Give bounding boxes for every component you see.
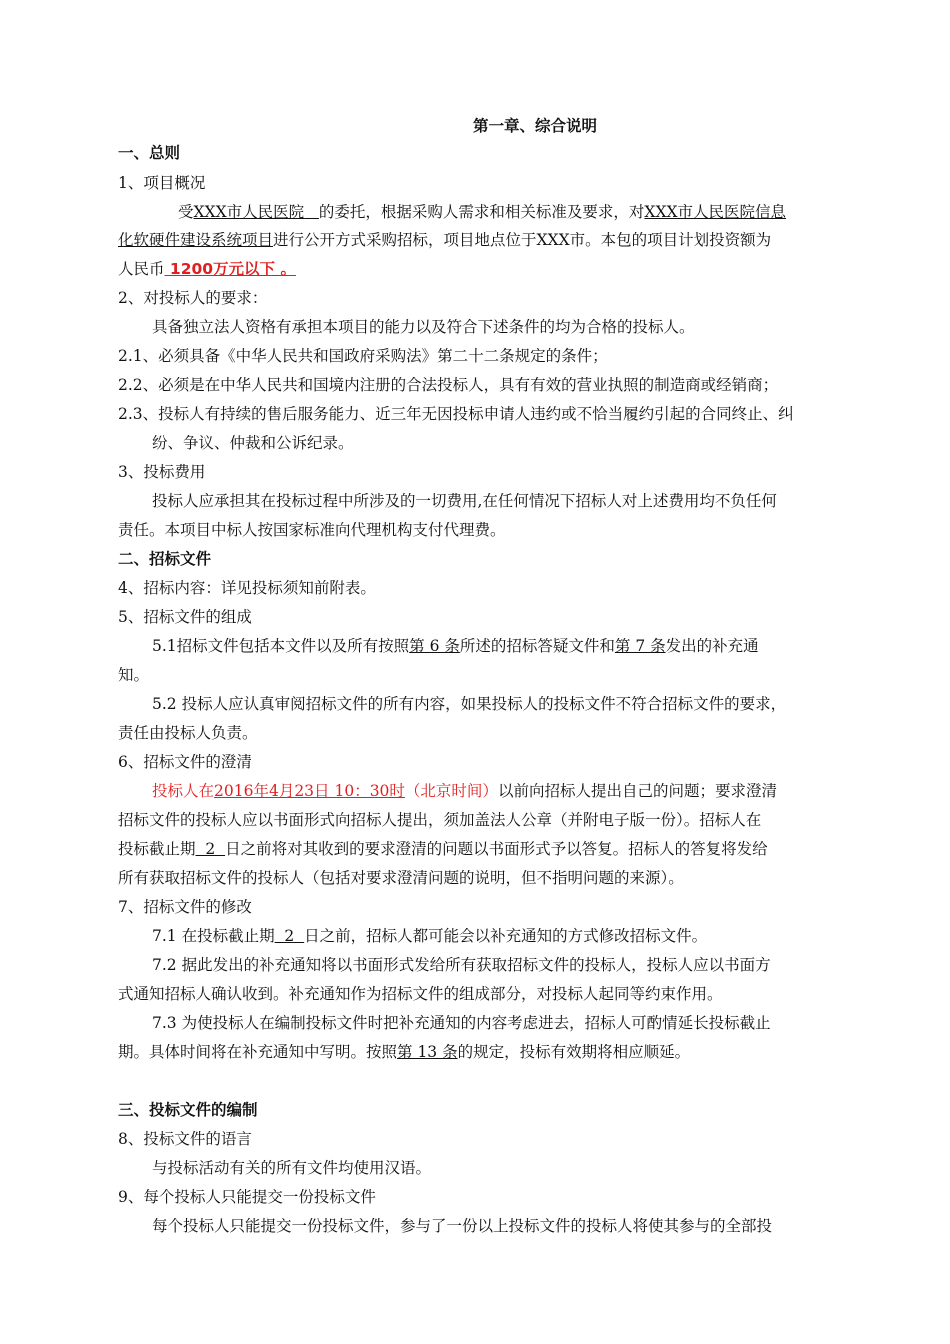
text-span: 5.1招标文件包括本文件以及所有按照: [152, 637, 410, 655]
item-heading-language: 8、投标文件的语言: [118, 1130, 252, 1148]
clause-ref-13: 第 13 条: [397, 1043, 458, 1061]
clause-ref-7: 第 7 条: [614, 637, 666, 655]
paragraph-line: 具备独立法人资格有承担本项目的能力以及符合下述条件的均为合格的投标人。: [152, 318, 695, 336]
paragraph-line: 7.2 据此发出的补充通知将以书面形式发给所有获取招标文件的投标人，投标人应以书面方: [152, 956, 771, 974]
section-heading-general: 一、总则: [118, 144, 181, 162]
item-heading-project-overview: 1、项目概况: [118, 174, 206, 192]
paragraph-line: [118, 1041, 838, 1063]
investment-amount: 1200万元以下 。: [164, 260, 296, 278]
paragraph-line: [152, 780, 872, 802]
text-span: 日之前将对其收到的要求澄清的问题以书面形式予以答复。招标人的答复将发给: [225, 840, 768, 858]
requirement-2-3-cont: 纷、争议、仲裁和公诉纪录。: [152, 434, 354, 452]
item-heading-bidder-requirements: 2、对投标人的要求：: [118, 289, 268, 307]
paragraph-line: 知。: [118, 666, 150, 684]
paragraph-line: [152, 635, 872, 657]
text-span: 发出的补充通: [665, 637, 759, 655]
item-heading-bid-costs: 3、投标费用: [118, 463, 206, 481]
requirement-2-1: 2.1、必须具备《中华人民共和国政府采购法》第二十二条规定的条件；: [118, 347, 608, 365]
text-span: 所述的招标答疑文件和: [459, 637, 615, 655]
days-value: 2: [274, 927, 305, 945]
paragraph-line: [118, 258, 838, 280]
timezone-note: （北京时间）: [404, 782, 498, 800]
chapter-title: 第一章、综合说明: [472, 117, 597, 135]
paragraph-line: 责任由投标人负责。: [118, 724, 258, 742]
paragraph-line: 投标人应承担其在投标过程中所涉及的一切费用,在任何情况下招标人对上述费用均不负任何: [152, 492, 777, 510]
item-4: 4、招标内容：详见投标须知前附表。: [118, 579, 376, 597]
paragraph-line: 与投标活动有关的所有文件均使用汉语。: [152, 1159, 432, 1177]
deadline-date: 2016年4月23日 10：30时: [214, 782, 405, 800]
text-span: 投标人在: [152, 782, 215, 800]
paragraph-line: [118, 838, 838, 860]
project-name-part2: 化软硬件建设系统项目: [118, 231, 274, 249]
text-span: 的委托，根据采购人需求和相关标准及要求，对: [318, 203, 645, 221]
entrusting-party: XXX市人民医院: [193, 203, 305, 221]
paragraph-line: 所有获取招标文件的投标人（包括对要求澄清问题的说明，但不指明问题的来源）。: [118, 869, 684, 887]
paragraph-line: 5.2 投标人应认真审阅招标文件的所有内容，如果投标人的投标文件不符合招标文件的要求，: [152, 695, 787, 713]
paragraph-line: 7.3 为使投标人在编制投标文件时把补充通知的内容考虑进去，招标人可酌情延长投标截止: [152, 1014, 771, 1032]
clause-ref-6: 第 6 条: [409, 637, 460, 655]
paragraph-line: [118, 229, 838, 251]
paragraph-line: 式通知招标人确认收到。补充通知作为招标文件的组成部分，对投标人起同等约束作用。: [118, 985, 723, 1003]
item-heading-clarification: 6、招标文件的澄清: [118, 753, 252, 771]
text-span: 以前向招标人提出自己的问题；要求澄清: [497, 782, 777, 800]
text-span: 7.1 在投标截止期: [152, 927, 275, 945]
text-span: 投标截止期: [118, 840, 196, 858]
section-heading-tender-documents: 二、招标文件: [118, 550, 212, 568]
paragraph-line: 招标文件的投标人应以书面形式向招标人提出，须加盖法人公章（并附电子版一份）。招标人在: [118, 811, 762, 829]
project-name-part1: XXX市人民医院信息: [644, 203, 787, 221]
paragraph-line: 责任。本项目中标人按国家标准向代理机构支付代理费。: [118, 521, 506, 539]
section-heading-bid-preparation: 三、投标文件的编制: [118, 1101, 258, 1119]
item-heading-modification: 7、招标文件的修改: [118, 898, 252, 916]
paragraph-line: [152, 925, 872, 947]
text-span: 的规定，投标有效期将相应顺延。: [457, 1043, 691, 1061]
text-span: 进行公开方式采购招标，项目地点位于XXX市。本包的项目计划投资额为: [273, 231, 772, 249]
text-span: 日之前，招标人都可能会以补充通知的方式修改招标文件。: [304, 927, 708, 945]
item-heading-composition: 5、招标文件的组成: [118, 608, 252, 626]
item-heading-single-bid: 9、每个投标人只能提交一份投标文件: [118, 1188, 376, 1206]
requirement-2-3: 2.3、投标人有持续的售后服务能力、近三年无因投标申请人违约或不恰当履约引起的合同终止、纠: [118, 405, 794, 423]
text-span: 受: [178, 203, 194, 221]
paragraph-line: 每个投标人只能提交一份投标文件，参与了一份以上投标文件的投标人将使其参与的全部投: [152, 1217, 773, 1235]
paragraph-line: [178, 201, 898, 223]
text-span: 期。具体时间将在补充通知中写明。按照: [118, 1043, 398, 1061]
text-span: 人民币: [118, 260, 165, 278]
days-value: 2: [195, 840, 226, 858]
requirement-2-2: 2.2、必须是在中华人民共和国境内注册的合法投标人，具有有效的营业执照的制造商或经销商；: [118, 376, 779, 394]
